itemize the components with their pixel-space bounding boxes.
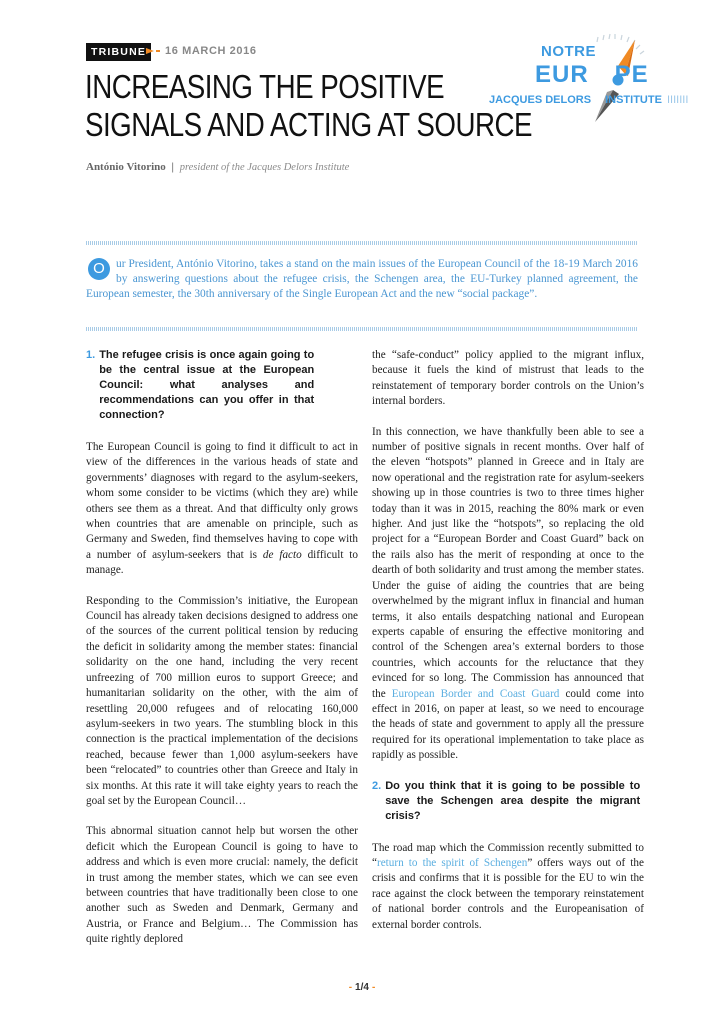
author-name: António Vitorino xyxy=(86,161,166,173)
separator-bottom xyxy=(86,327,638,331)
question-2 xyxy=(372,779,644,824)
paragraph: Responding to the Commission’s initiative, the European Council has already taken decisions designed to address one of the sources of the current political tension by reducing the deficit in solidarity among the member states: financial solidarity on the one hand, including the very recent unfreezing of 700 million euros to support Greece; and humanitarian solidarity on the other, with the aim of resettling 20,000 refugees and of relocating 160,000 asylum-seekers in two years. The stumbling block in this connection is the practical implementation of the decisions reached, because fewer than 1,000 asylum-seekers have been “relocated” to countries other than Greece and Italy in six months. At this rate it will take eighty years to reach the goal set by the European Council… xyxy=(86,594,358,807)
question-number: 2. xyxy=(372,779,382,792)
paragraph: The European Council is going to find it difficult to act in view of the differences in the various heads of state and governments’ diagnoses with regard to the asylum-seekers, whom some consider to be victims (which they are) while others see them as a threat. And that difficulty only grows when countries that are amenable on principle, such as Germany and Sweden, find themselves having to cope with a number of asylum-seekers that is de facto difficult to manage. xyxy=(86,441,358,577)
intro-paragraph xyxy=(86,257,638,303)
author-line xyxy=(86,160,349,175)
tribune-badge: TRIBUNE xyxy=(86,43,151,61)
title-line-2: SIGNALS AND ACTING AT SOURCE xyxy=(85,106,532,143)
page-title xyxy=(85,68,532,144)
page-number: - 1/4 - xyxy=(348,982,376,993)
column-right xyxy=(372,348,644,948)
paragraph: In this connection, we have thankfully been able to see a number of positive signals in recent months. Over half of the eleven “hotspots” planned in Greece and in Italy are now operational and the registration rate for asylum-seekers showing up in those countries is two to three times higher today than it was in 2015, reaching the 80% mark or even higher. And just like the “hotspots”, so replacing the old project for a “European Border and Coast Guard” back on the rails also has the merit of responding at once to the dearth of both solidarity and trust among the member states. Under the guise of aiding the countries that are being overwhelmed by the migrant influx in financial and human terms, it also entails despatching national and European experts capable of ensuring the effective monitoring and control of the Schengen area’s external borders to those countries, which accounts for the reluctance that they evinced for so long. The Commission has announced that the European Border and Coast Guard could come into effect in 2016, on paper at least, so we need to encourage the heads of state and government to apply all the pressure required for its operational implementation to take place as rapidly as possible. xyxy=(372,425,645,762)
title-line-1: INCREASING THE POSITIVE xyxy=(85,68,445,105)
intro-text: ur President, António Vitorino, takes a stand on the main issues of the European Council of the 18-19 March 2016 by answering questions about the refugee crisis, the Schengen area, the EU-Turkey planned agreement, the European semester, the 30th anniversary of the Single European Act and the new “social package”. xyxy=(86,258,638,301)
link-border-coast-guard[interactable]: European Border and Coast Guard xyxy=(391,687,560,700)
separator-top xyxy=(86,241,638,245)
question-1 xyxy=(86,348,358,423)
arrow-dash xyxy=(156,50,160,52)
question-text: The refugee crisis is once again going to be the central issue at the European Council: what analyses and recommendations can you offer in that connection? xyxy=(99,349,315,421)
arrow-icon xyxy=(146,48,154,54)
logo-notre: NOTRE xyxy=(541,43,596,60)
paragraph: The road map which the Commission recently submitted to “return to the spirit of Schengen” offers ways out of the crisis and confirms that it is possible for the EU to win the race against the clock between the temporary reinstatement of national border controls and the Europeanisation of external border controls. xyxy=(372,841,644,931)
link-spirit-of-schengen[interactable]: return to the spirit of Schengen xyxy=(376,856,528,869)
author-separator: | xyxy=(171,161,174,173)
dropcap: O xyxy=(88,258,110,280)
publication-date: 16 MARCH 2016 xyxy=(165,45,257,57)
column-left xyxy=(86,348,358,963)
logo-europe: EUR PE xyxy=(535,61,649,88)
question-number: 1. xyxy=(86,349,96,361)
notre-europe-logo xyxy=(485,32,695,127)
author-role: president of the Jacques Delors Institute xyxy=(179,162,350,173)
paragraph: This abnormal situation cannot help but worsen the other deficit which the European Council is going to have to address and which is even more crucial: namely, the deficit in trust among the member states, which we can see even between countries that have traditionally been close to one another such as Sweden and Denmark, Germany and Austria, or France and Belgium… The Commission has quite rightly deplored xyxy=(86,825,358,946)
paragraph: the “safe-conduct” policy applied to the migrant influx, because it fuels the kind of mistrust that leads to the reinstatement of temporary border controls on the Union’s internal borders. xyxy=(372,349,644,408)
question-text: Do you think that it is going to be possible to save the Schengen area despite the migrant crisis? xyxy=(385,779,641,822)
date-line xyxy=(146,44,257,58)
logo-institute: JACQUES DELORS INSTITUTE IIIIIII xyxy=(489,94,689,106)
